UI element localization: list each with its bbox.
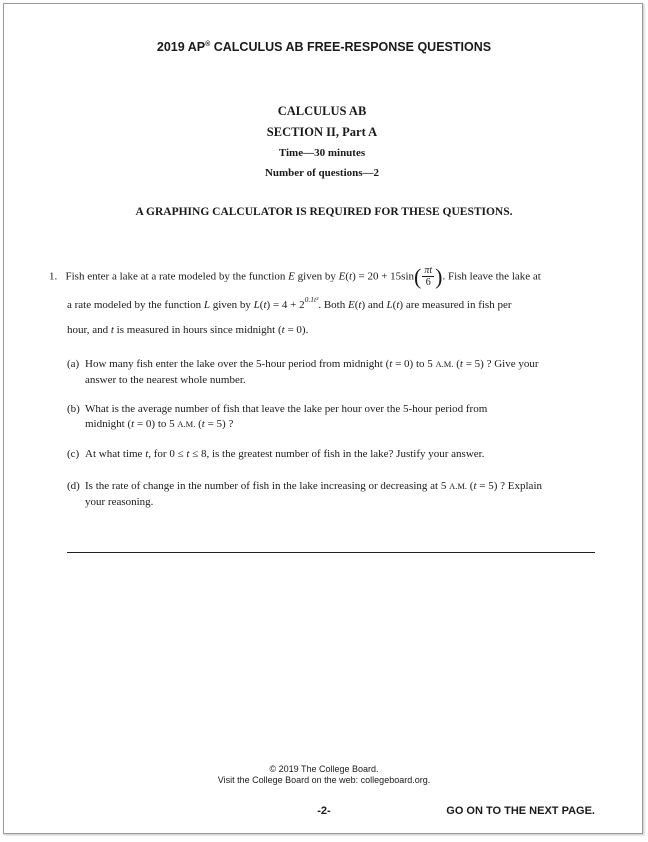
document-page xyxy=(3,3,643,834)
course-name: CALCULUS AB xyxy=(277,104,367,118)
part-b xyxy=(67,403,487,415)
time-limit: Time—30 minutes xyxy=(278,147,366,159)
stem-text: given by xyxy=(209,299,254,311)
part-b-continued xyxy=(85,418,233,430)
part-text: , for 0 ≤ xyxy=(148,448,187,460)
stem-text: . Fish leave the lake at xyxy=(442,270,541,283)
var-t: t xyxy=(358,299,362,311)
part-text: midnight ( xyxy=(85,418,132,430)
part-a-label: (a) xyxy=(67,358,80,370)
am-label: A.M. xyxy=(177,419,196,429)
var-l: L xyxy=(203,299,210,311)
part-d xyxy=(67,480,542,492)
sin-function: sin xyxy=(401,270,415,283)
part-d-continued: your reasoning. xyxy=(85,496,154,508)
part-text: What is the average number of fish that leave the lake per hour over the 5-hour period from xyxy=(85,403,488,415)
section-divider xyxy=(67,552,595,553)
registered-mark: ® xyxy=(205,41,211,48)
question-stem-line-2: a rate modeled by the function L given by $L(t) = 4 + 2^{0.1t^2}$. Both E(t) and L(t) are measured in fish per xyxy=(67,295,512,311)
part-text: At what time xyxy=(85,448,146,460)
part-text: ( xyxy=(195,418,202,430)
part-b-label: (b) xyxy=(67,403,80,415)
var-t: t xyxy=(186,448,190,460)
part-text: = 0) to 5 xyxy=(392,358,436,370)
stem-text: is measured in hours since midnight ( xyxy=(113,324,282,336)
part-text: ( xyxy=(467,480,474,492)
part-d-label: (d) xyxy=(67,480,80,492)
fraction xyxy=(422,266,434,288)
var-e: E xyxy=(288,270,295,283)
part-text: ( xyxy=(453,358,460,370)
var-l: L xyxy=(386,299,393,311)
stem-text: hour, and xyxy=(67,324,111,336)
calculator-notice: A GRAPHING CALCULATOR IS REQUIRED FOR THESE QUESTIONS. xyxy=(135,206,513,218)
part-c xyxy=(67,448,484,460)
question-number: 1. xyxy=(49,270,58,283)
header-title-text: 2019 AP xyxy=(156,40,206,54)
part-text: = 5) ? Explain xyxy=(476,480,542,492)
var-t: t xyxy=(110,324,114,336)
part-text: How many fish enter the lake over the 5-hour period from midnight ( xyxy=(85,358,390,370)
exponent: 0.1t² xyxy=(304,295,319,304)
question-stem-line-3 xyxy=(67,324,308,336)
left-paren: ( xyxy=(414,264,422,289)
section-part: SECTION II, Part A xyxy=(266,125,378,139)
part-text: = 5) ? xyxy=(204,418,234,430)
stem-text: and xyxy=(365,299,387,311)
var-t: t xyxy=(396,299,400,311)
var-l: L xyxy=(253,299,260,311)
part-c-label: (c) xyxy=(67,448,80,460)
part-text: = 0) to 5 xyxy=(134,418,178,430)
part-a xyxy=(67,358,539,370)
part-text: Is the rate of change in the number of fish in the lake increasing or decreasing at 5 xyxy=(85,480,450,492)
question-stem-line-1: 1. Fish enter a lake at a rate modeled by the function E given by E(t) = 20 + 15sin( $\frac{\pi t}{6}$ ). Fish leave the lake at xyxy=(49,264,541,289)
stem-text: = 20 + 15 xyxy=(355,270,402,283)
var-t: t xyxy=(145,448,149,460)
stem-text: . Both xyxy=(318,299,348,311)
question-count: Number of questions—2 xyxy=(264,167,380,179)
var-t: t xyxy=(263,299,267,311)
var-t: t xyxy=(459,358,463,370)
var-t: t xyxy=(281,324,285,336)
part-text: = 5) ? Give your xyxy=(462,358,539,370)
stem-text: are measured in fish per xyxy=(403,299,512,311)
header-title-rest: CALCULUS AB FREE-RESPONSE QUESTIONS xyxy=(210,40,492,54)
page-header-title xyxy=(4,40,644,54)
footer-copyright: © 2019 The College Board. xyxy=(269,764,379,774)
part-text: ≤ 8, is the greatest number of fish in the lake? Justify your answer. xyxy=(189,448,485,460)
var-e: E xyxy=(338,270,346,283)
stem-text: = 0). xyxy=(284,324,309,336)
fraction-denominator: 6 xyxy=(425,277,431,288)
next-page-notice: GO ON TO THE NEXT PAGE. xyxy=(446,805,595,817)
part-a-continued: answer to the nearest whole number. xyxy=(85,374,246,386)
stem-text: a rate modeled by the function xyxy=(67,299,204,311)
var-t: t xyxy=(389,358,393,370)
am-label: A.M. xyxy=(435,359,454,369)
footer-website: Visit the College Board on the web: collegeboard.org. xyxy=(217,775,431,785)
var-t: t xyxy=(131,418,135,430)
stem-text: given by xyxy=(294,270,339,283)
var-t: t xyxy=(349,270,353,283)
am-label: A.M. xyxy=(449,481,468,491)
stem-text: Fish enter a lake at a rate modeled by the function xyxy=(65,270,289,283)
var-t: t xyxy=(201,418,205,430)
var-e: E xyxy=(348,299,355,311)
var-t: t xyxy=(473,480,477,492)
fraction-numerator: πt xyxy=(424,265,433,276)
right-paren: ) xyxy=(435,264,443,289)
stem-text: = 4 + 2 xyxy=(270,299,305,311)
page-number: -2- xyxy=(317,805,331,817)
